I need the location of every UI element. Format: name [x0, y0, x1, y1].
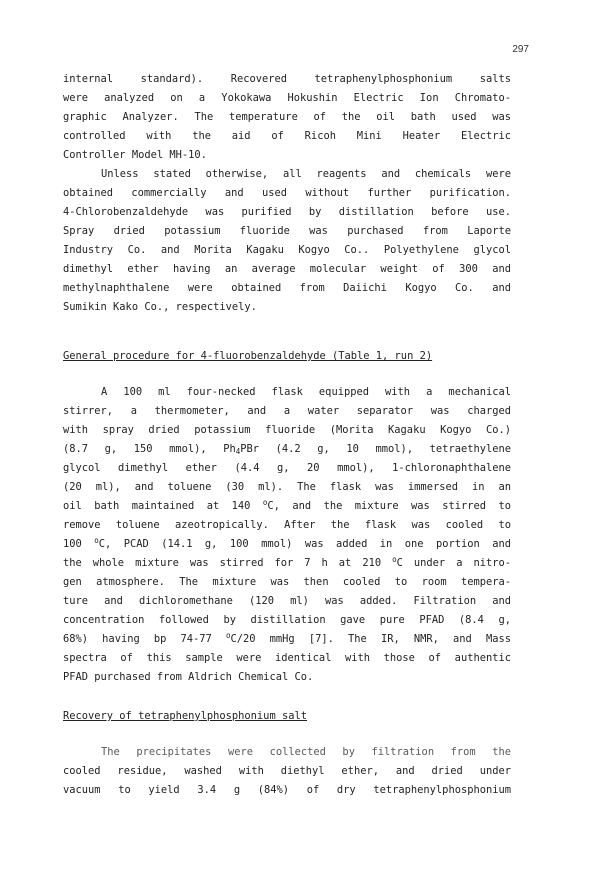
section-heading: Recovery of tetraphenylphosphonium salt: [63, 710, 307, 722]
text-line: PFAD purchased from Aldrich Chemical Co.: [63, 671, 314, 683]
text-line: methylnaphthalene were obtained from Daiichi Kogyo Co. and: [63, 282, 511, 294]
text-line: glycol dimethyl ether (4.4 g, 20 mmol), 1-chloronaphthalene: [63, 462, 511, 474]
section-heading: General procedure for 4-fluorobenzaldehyde (Table 1, run 2): [63, 350, 433, 362]
text-line: [63, 556, 511, 570]
text-line: spectra of this sample were identical with those of authentic: [63, 652, 511, 664]
text-fragment: C, PCAD (14.1 g, 100 mmol) was added in one portion and: [98, 538, 511, 550]
text-line: Controller Model MH-10.: [63, 149, 207, 161]
text-line: were analyzed on a Yokokawa Hokushin Electric Ion Chromato-: [63, 92, 511, 104]
text-line: Industry Co. and Morita Kagaku Kogyo Co.. Polyethylene glycol: [63, 244, 511, 256]
text-fragment: (8.7 g, 150 mmol), Ph: [63, 443, 236, 455]
text-line: 4-Chlorobenzaldehyde was purified by distillation before use.: [63, 206, 511, 218]
text-line: Unless stated otherwise, all reagents and chemicals were: [101, 168, 511, 180]
text-fragment: C/20 mmHg [7]. The IR, NMR, and Mass: [230, 633, 511, 645]
text-fragment: 68%) having bp 74-77: [63, 633, 226, 645]
superscript: o: [225, 632, 231, 640]
superscript: o: [94, 537, 99, 545]
text-line: cooled residue, washed with diethyl ether, and dried under: [63, 765, 511, 777]
text-line: [63, 632, 511, 646]
text-fragment: the whole mixture was stirred for 7 h at 210: [63, 557, 393, 569]
text-line: stirrer, a thermometer, and a water separator was charged: [63, 405, 511, 417]
text-fragment: C under a nitro-: [396, 557, 511, 569]
text-line: ture and dichloromethane (120 ml) was added. Filtration and: [63, 595, 511, 607]
text-line: remove toluene azeotropically. After the flask was cooled to: [63, 519, 511, 531]
text-line: (20 ml), and toluene (30 ml). The flask was immersed in an: [63, 481, 511, 493]
text-line: graphic Analyzer. The temperature of the oil bath used was: [63, 111, 511, 123]
text-line: The precipitates were collected by filtration from the: [101, 746, 511, 758]
text-line: A 100 ml four-necked flask equipped with a mechanical: [101, 386, 511, 398]
text-line: controlled with the aid of Ricoh Mini Heater Electric: [63, 130, 511, 142]
text-line: dimethyl ether having an average molecular weight of 300 and: [63, 263, 511, 275]
text-fragment: 100: [63, 538, 95, 550]
page-number: 297: [512, 44, 529, 55]
text-line: gen atmosphere. The mixture was then cooled to room tempera-: [63, 576, 511, 588]
text-line: concentration followed by distillation gave pure PFAD (8.4 g,: [63, 614, 511, 626]
superscript: o: [392, 556, 397, 564]
text-fragment: oil bath maintained at 140: [63, 500, 263, 512]
text-line: vacuum to yield 3.4 g (84%) of dry tetraphenylphosphonium: [63, 784, 511, 796]
superscript: o: [262, 499, 268, 507]
text-line: [63, 499, 511, 513]
text-line: with spray dried potassium fluoride (Morita Kagaku Kogyo Co.): [63, 424, 511, 436]
text-fragment: PBr (4.2 g, 10 mmol), tetraethylene: [240, 443, 511, 455]
text-fragment: C, and the mixture was stirred to: [267, 500, 511, 512]
text-line: Sumikin Kako Co., respectively.: [63, 301, 257, 313]
text-line: obtained commercially and used without further purification.: [63, 187, 511, 199]
text-line: internal standard). Recovered tetraphenylphosphonium salts: [63, 73, 511, 85]
text-line: [63, 442, 511, 456]
subscript: 4: [235, 447, 241, 456]
text-line: Spray dried potassium fluoride was purchased from Laporte: [63, 225, 511, 237]
text-line: [63, 537, 511, 551]
